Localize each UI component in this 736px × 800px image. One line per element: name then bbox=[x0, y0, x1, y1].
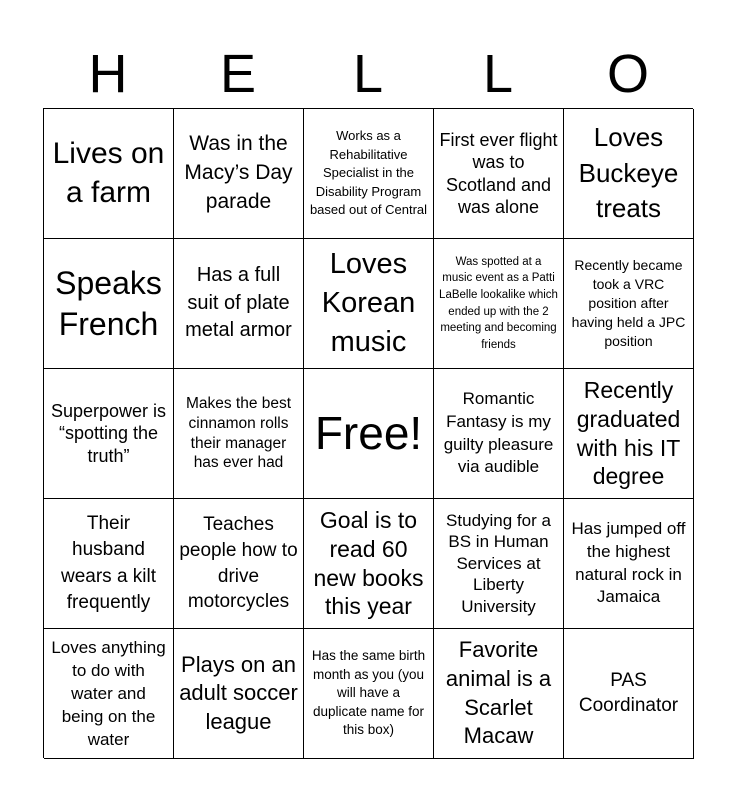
bingo-cell-r5-c2[interactable] bbox=[174, 629, 304, 759]
bingo-cell-r1-c4[interactable] bbox=[434, 109, 564, 239]
header-letter-o: O bbox=[606, 44, 649, 104]
bingo-board bbox=[43, 108, 693, 758]
bingo-cell-r2-c4[interactable] bbox=[434, 239, 564, 369]
bingo-cell-r5-c3[interactable] bbox=[304, 629, 434, 759]
cell-text: Superpower is “spotting the truth” bbox=[50, 401, 167, 466]
bingo-cell-r5-c5[interactable] bbox=[564, 629, 694, 759]
cell-text: Recently became took a VRC position after having held a JPC position bbox=[571, 256, 686, 350]
bingo-cell-r3-c3-free[interactable] bbox=[304, 369, 434, 499]
cell-text: Goal is to read 60 new books this year bbox=[313, 506, 424, 620]
cell-text: Loves anything to do with water and being on the water bbox=[51, 637, 166, 750]
cell-text: Makes the best cinnamon rolls their manager has ever had bbox=[185, 395, 292, 472]
bingo-cell-r4-c1[interactable] bbox=[44, 499, 174, 629]
cell-text: First ever flight was to Scotland and was alone bbox=[439, 129, 558, 217]
cell-text: Was in the Macy’s Day parade bbox=[184, 132, 293, 213]
cell-text: Was spotted at a music event as a Patti LaBelle lookalike which ended up with the 2 meeting and becoming friends bbox=[439, 255, 558, 351]
cell-text: Has jumped off the highest natural rock in Jamaica bbox=[571, 518, 686, 607]
bingo-cell-r4-c5[interactable] bbox=[564, 499, 694, 629]
cell-text: Loves Korean music bbox=[321, 248, 416, 358]
cell-text: Has the same birth month as you (you will have a duplicate name for this box) bbox=[311, 647, 426, 738]
bingo-cell-r4-c2[interactable] bbox=[174, 499, 304, 629]
bingo-cell-r2-c2[interactable] bbox=[174, 239, 304, 369]
bingo-cell-r1-c3[interactable] bbox=[304, 109, 434, 239]
bingo-cell-r1-c5[interactable] bbox=[564, 109, 694, 239]
cell-text: Lives on a farm bbox=[52, 137, 165, 209]
cell-text: Plays on an adult soccer league bbox=[179, 651, 298, 734]
cell-text: Favorite animal is a Scarlet Macaw bbox=[445, 637, 552, 749]
bingo-cell-r4-c4[interactable] bbox=[434, 499, 564, 629]
bingo-cell-r3-c5[interactable] bbox=[564, 369, 694, 499]
header-letter-l-2: L bbox=[482, 44, 514, 104]
free-space-label: Free! bbox=[314, 407, 423, 460]
cell-text: Romantic Fantasy is my guilty pleasure via audible bbox=[443, 388, 554, 477]
bingo-cell-r2-c1[interactable] bbox=[44, 239, 174, 369]
bingo-cell-r1-c2[interactable] bbox=[174, 109, 304, 239]
header-letter-h: H bbox=[88, 44, 128, 104]
bingo-cell-r5-c4[interactable] bbox=[434, 629, 564, 759]
cell-text: Has a full suit of plate metal armor bbox=[185, 264, 292, 342]
header-letter-l: L bbox=[352, 44, 384, 104]
bingo-cell-r4-c3[interactable] bbox=[304, 499, 434, 629]
header-letter-e: E bbox=[219, 44, 257, 104]
bingo-cell-r3-c2[interactable] bbox=[174, 369, 304, 499]
bingo-cell-r3-c4[interactable] bbox=[434, 369, 564, 499]
cell-text: Recently graduated with his IT degree bbox=[576, 376, 681, 490]
cell-text: Loves Buckeye treats bbox=[578, 121, 679, 224]
cell-text: Works as a Rehabilitative Specialist in the Disability Program based out of Central bbox=[309, 128, 428, 218]
cell-text: Speaks French bbox=[55, 264, 162, 342]
bingo-cell-r3-c1[interactable] bbox=[44, 369, 174, 499]
bingo-cell-r5-c1[interactable] bbox=[44, 629, 174, 759]
bingo-cell-r2-c5[interactable] bbox=[564, 239, 694, 369]
cell-text: Studying for a BS in Human Services at Liberty University bbox=[446, 510, 551, 616]
bingo-header bbox=[43, 40, 693, 108]
bingo-cell-r1-c1[interactable] bbox=[44, 109, 174, 239]
bingo-cell-r2-c3[interactable] bbox=[304, 239, 434, 369]
cell-text: PAS Coordinator bbox=[578, 669, 679, 716]
cell-text: Their husband wears a kilt frequently bbox=[60, 513, 157, 613]
cell-text: Teaches people how to drive motorcycles bbox=[179, 513, 298, 613]
